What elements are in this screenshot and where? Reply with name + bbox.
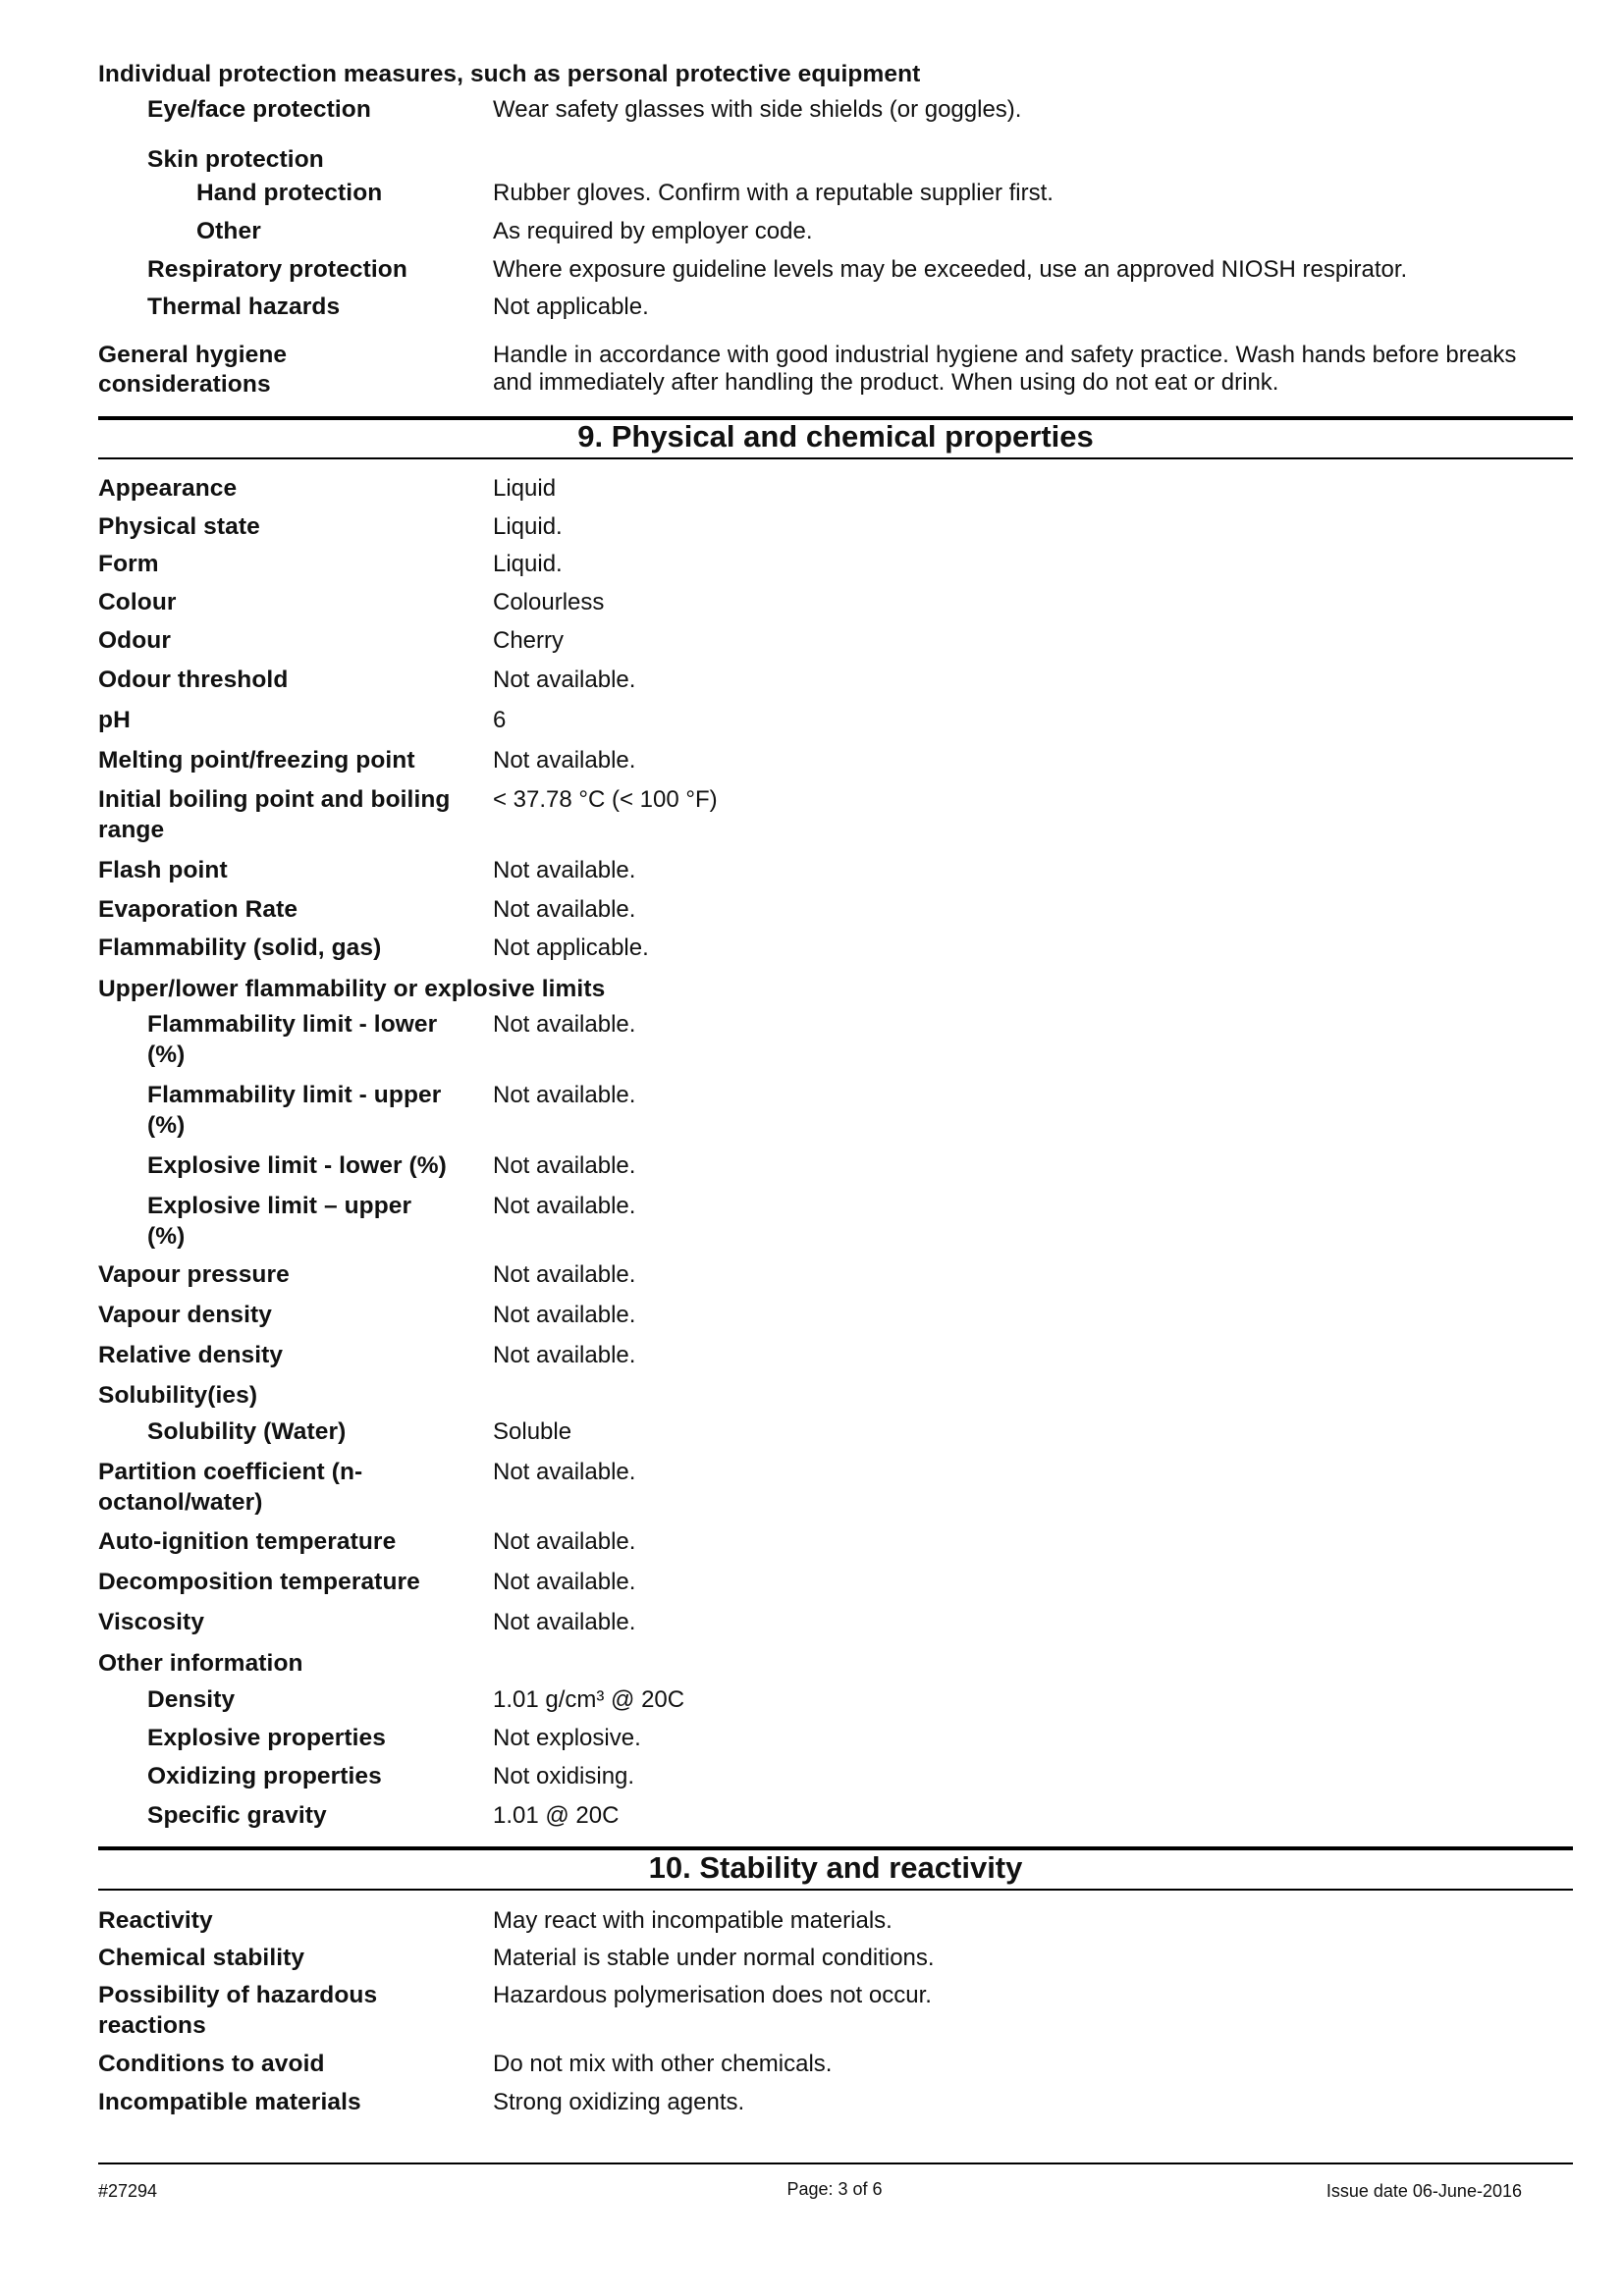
- prop-value: 1.01 @ 20C: [493, 1802, 620, 1829]
- footer-rule: [98, 2163, 1573, 2164]
- prop-value: Not available.: [493, 857, 636, 883]
- prop-label: Flash point: [98, 857, 228, 883]
- respiratory-protection-value: Where exposure guideline levels may be exceeded, use an approved NIOSH respirator.: [493, 256, 1408, 283]
- prop-value: Not available.: [493, 1152, 636, 1179]
- prop-label: Auto-ignition temperature: [98, 1528, 397, 1555]
- prop-label: Explosive limit – upper (%): [147, 1193, 412, 1250]
- prop-label: Specific gravity: [147, 1802, 327, 1829]
- prop-value: Not available.: [493, 896, 636, 923]
- general-hygiene-label-line2: considerations: [98, 371, 271, 398]
- hazardous-reactions-value: Hazardous polymerisation does not occur.: [493, 1982, 932, 2008]
- reactivity-label: Reactivity: [98, 1907, 213, 1934]
- other-protection-label: Other: [196, 218, 261, 244]
- prop-value: Not applicable.: [493, 934, 649, 961]
- general-hygiene-label-line1: General hygiene: [98, 342, 288, 368]
- other-protection-value: As required by employer code.: [493, 218, 813, 244]
- prop-label: Vapour pressure: [98, 1261, 290, 1288]
- eye-face-protection-label: Eye/face protection: [147, 96, 371, 123]
- conditions-to-avoid-label: Conditions to avoid: [98, 2051, 325, 2077]
- prop-label: Decomposition temperature: [98, 1569, 420, 1595]
- prop-label: Evaporation Rate: [98, 896, 298, 923]
- prop-subheading: Other information: [98, 1650, 303, 1677]
- thermal-hazards-label: Thermal hazards: [147, 294, 341, 320]
- prop-label: Flammability limit - upper (%): [147, 1082, 442, 1139]
- chemical-stability-label: Chemical stability: [98, 1945, 305, 1971]
- section10-title: 10. Stability and reactivity: [648, 1850, 1023, 1885]
- prop-value: Liquid.: [493, 551, 563, 577]
- prop-label: Explosive properties: [147, 1725, 387, 1751]
- prop-label: Odour: [98, 627, 171, 654]
- prop-value: Not available.: [493, 667, 636, 693]
- prop-label: Initial boiling point and boiling range: [98, 786, 451, 843]
- prop-value: Not available.: [493, 1569, 636, 1595]
- general-hygiene-value-line2: and immediately after handling the product. When using do not eat or drink.: [493, 369, 1279, 396]
- prop-value: Not available.: [493, 1011, 636, 1038]
- prop-label: Viscosity: [98, 1609, 205, 1635]
- incompatible-materials-label: Incompatible materials: [98, 2089, 361, 2115]
- hand-protection-label: Hand protection: [196, 180, 383, 206]
- prop-value: Not available.: [493, 1082, 636, 1108]
- prop-value: Not explosive.: [493, 1725, 641, 1751]
- prop-value: Not oxidising.: [493, 1763, 635, 1789]
- reactivity-value: May react with incompatible materials.: [493, 1907, 893, 1934]
- chemical-stability-value: Material is stable under normal conditions.: [493, 1945, 935, 1971]
- prop-value: Not available.: [493, 1193, 636, 1219]
- prop-label: Relative density: [98, 1342, 284, 1368]
- prop-subheading: Upper/lower flammability or explosive limits: [98, 976, 606, 1002]
- prop-label: Partition coefficient (n-octanol/water): [98, 1459, 363, 1516]
- document-number: #27294: [98, 2181, 158, 2201]
- prop-label: Form: [98, 551, 159, 577]
- general-hygiene-value-line1: Handle in accordance with good industrial hygiene and safety practice. Wash hands before breaks: [493, 342, 1517, 368]
- conditions-to-avoid-value: Do not mix with other chemicals.: [493, 2051, 833, 2077]
- prop-label: Colour: [98, 589, 177, 615]
- prop-subheading: Solubility(ies): [98, 1382, 258, 1409]
- section9-bottom-rule: [98, 457, 1573, 459]
- hand-protection-value: Rubber gloves. Confirm with a reputable supplier first.: [493, 180, 1054, 206]
- prop-value: Not available.: [493, 1459, 636, 1485]
- prop-value: Not available.: [493, 1261, 636, 1288]
- prop-value: Not available.: [493, 1609, 636, 1635]
- prop-value: Not available.: [493, 1342, 636, 1368]
- eye-face-protection-value: Wear safety glasses with side shields (or goggles).: [493, 96, 1022, 123]
- prop-value: 1.01 g/cm³ @ 20C: [493, 1686, 685, 1713]
- prop-value: Not available.: [493, 1302, 636, 1328]
- section10-bottom-rule: [98, 1889, 1573, 1891]
- prop-value: Liquid.: [493, 513, 563, 540]
- prop-label: Solubility (Water): [147, 1418, 347, 1445]
- hazardous-reactions-label: Possibility of hazardous reactions: [98, 1982, 378, 2039]
- prop-label: Vapour density: [98, 1302, 273, 1328]
- respiratory-protection-label: Respiratory protection: [147, 256, 407, 283]
- prop-label: Explosive limit - lower (%): [147, 1152, 447, 1179]
- prop-label: pH: [98, 707, 131, 733]
- prop-value: Liquid: [493, 475, 557, 502]
- prop-value: Not available.: [493, 1528, 636, 1555]
- prop-label: Melting point/freezing point: [98, 747, 415, 774]
- page-number: Page: 3 of 6: [786, 2179, 883, 2199]
- prop-label: Oxidizing properties: [147, 1763, 382, 1789]
- prop-label: Flammability limit - lower (%): [147, 1011, 438, 1068]
- prop-label: Appearance: [98, 475, 238, 502]
- issue-date: Issue date 06-June-2016: [1325, 2181, 1522, 2201]
- ppe-heading: Individual protection measures, such as personal protective equipment: [98, 61, 921, 87]
- thermal-hazards-value: Not applicable.: [493, 294, 649, 320]
- prop-label: Density: [147, 1686, 236, 1713]
- skin-protection-label: Skin protection: [147, 146, 324, 173]
- section9-title: 9. Physical and chemical properties: [577, 419, 1094, 454]
- prop-value: Cherry: [493, 627, 565, 654]
- prop-value: 6: [493, 707, 507, 733]
- prop-value: Colourless: [493, 589, 605, 615]
- incompatible-materials-value: Strong oxidizing agents.: [493, 2089, 745, 2115]
- prop-label: Flammability (solid, gas): [98, 934, 382, 961]
- prop-label: Physical state: [98, 513, 260, 540]
- prop-label: Odour threshold: [98, 667, 289, 693]
- prop-value: Not available.: [493, 747, 636, 774]
- prop-value: Soluble: [493, 1418, 572, 1445]
- prop-value: < 37.78 °C (< 100 °F): [493, 786, 718, 813]
